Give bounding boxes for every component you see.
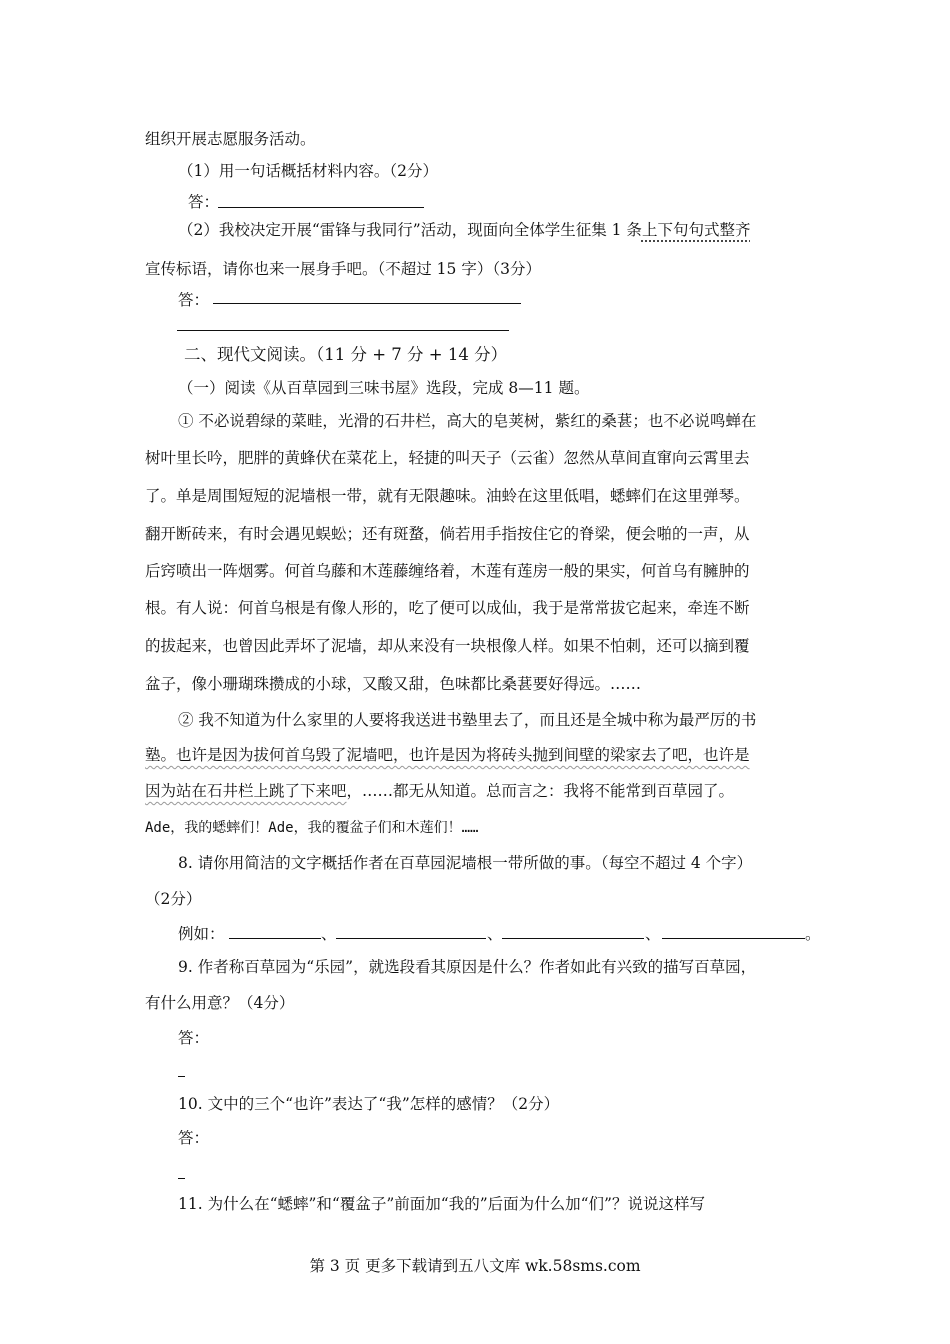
q9-answer-label: 答： [178,1029,210,1047]
question-8-line2: （2分） [145,890,202,908]
passage-p2-wavy: 塾。也许是因为拔何首乌毁了泥墙吧，也许是因为将砖头抛到间壁的梁家去了吧，也许是 [145,746,750,764]
q8-separator: 、 [487,925,503,943]
answer-label: 答： [178,291,210,309]
q8-blank-2[interactable] [336,938,486,939]
question-9-line2: 有什么用意？（4分） [145,994,295,1012]
q8-end: 。 [805,925,821,943]
passage-p2-line: Ade，我的蟋蟀们！Ade，我的覆盆子们和木莲们！…… [145,820,479,836]
q9-answer-blank[interactable] [178,1076,185,1077]
q2-answer-blank-2[interactable] [177,330,509,331]
passage-p2-line [145,744,750,766]
section-title: 二、现代文阅读。（11 分 + 7 分 + 14 分） [184,345,508,364]
q8-separator: 、 [321,925,337,943]
q1-answer-blank[interactable] [218,207,424,208]
q2-answer-blank-1[interactable] [213,303,521,304]
passage-p1-line: 盆子，像小珊瑚珠攒成的小球，又酸又甜，色味都比桑葚要好得远。…… [145,675,642,693]
q2-answer-line [178,289,209,311]
passage-p2-line [145,780,734,802]
q8-separator: 、 [645,925,661,943]
page-footer: 第 3 页 更多下载请到五八文库 wk.58sms.com [309,1257,641,1275]
passage-p1-line: 后窍喷出一阵烟雾。何首乌藤和木莲藤缠络着，木莲有莲房一般的果实，何首乌有臃肿的 [145,562,750,580]
question-10: 10. 文中的三个“也许”表达了“我”怎样的感情？（2分） [178,1095,560,1113]
intro-line: 组织开展志愿服务活动。 [145,130,316,148]
q8-blank-4[interactable] [662,938,805,939]
question-2-line2: 宣传标语，请你也来一展身手吧。（不超过 15 字）（3分） [145,260,541,278]
question-2-text: （2）我校决定开展“雷锋与我同行”活动，现面向全体学生征集 1 条 [178,221,642,239]
q10-answer-label: 答： [178,1129,210,1147]
passage-p1-line: 的拔起来，也曾因此弄坏了泥墙，却从来没有一块根像人样。如果不怕刺，还可以摘到覆 [145,637,750,655]
q8-blank-3[interactable] [502,938,644,939]
section-subtitle: （一）阅读《从百草园到三味书屋》选段，完成 8—11 题。 [178,379,590,397]
passage-p2-wavy: 因为站在石井栏上跳了下来吧 [145,782,347,800]
answer-label: 答： [188,193,220,211]
q8-blank-1[interactable] [229,938,321,939]
passage-p1-line: 翻开断砖来，有时会遇见蜈蚣；还有斑蝥，倘若用手指按住它的脊梁，便会啪的一声，从 [145,525,750,543]
question-9: 9. 作者称百草园为“乐园”，就选段看其原因是什么？作者如此有兴致的描写百草园， [178,958,757,976]
passage-p2-text: ，……都无从知道。总而言之：我将不能常到百草园了。 [346,782,735,800]
question-2 [178,219,750,241]
passage-p1-line: ① 不必说碧绿的菜畦，光滑的石井栏，高大的皂荚树，紫红的桑葚；也不必说鸣蝉在 [178,412,757,430]
passage-p2-line: ② 我不知道为什么家里的人要将我送进书塾里去了，而且还是全城中称为最严厉的书 [178,711,757,729]
question-8: 8. 请你用简洁的文字概括作者在百草园泥墙根一带所做的事。（每空不超过 4 个字） [178,854,753,872]
q8-example-label: 例如： [178,925,225,943]
q10-answer-blank[interactable] [178,1178,185,1179]
question-11: 11. 为什么在“蟋蟀”和“覆盆子”前面加“我的”后面为什么加“们”？说说这样写 [178,1195,705,1213]
question-1: （1）用一句话概括材料内容。（2分） [178,162,438,180]
passage-p1-line: 了。单是周围短短的泥墙根一带，就有无限趣味。油蛉在这里低唱，蟋蟀们在这里弹琴。 [145,487,750,505]
passage-p1-line: 根。有人说：何首乌根是有像人形的，吃了便可以成仙，我于是常常拔它起来，牵连不断 [145,599,750,617]
q1-answer-line [188,191,219,213]
question-2-emphasis: 上下句句式整齐 [641,221,751,239]
passage-p1-line: 树叶里长吟，肥胖的黄蜂伏在菜花上，轻捷的叫天子（云雀）忽然从草间直窜向云霄里去 [145,449,750,467]
